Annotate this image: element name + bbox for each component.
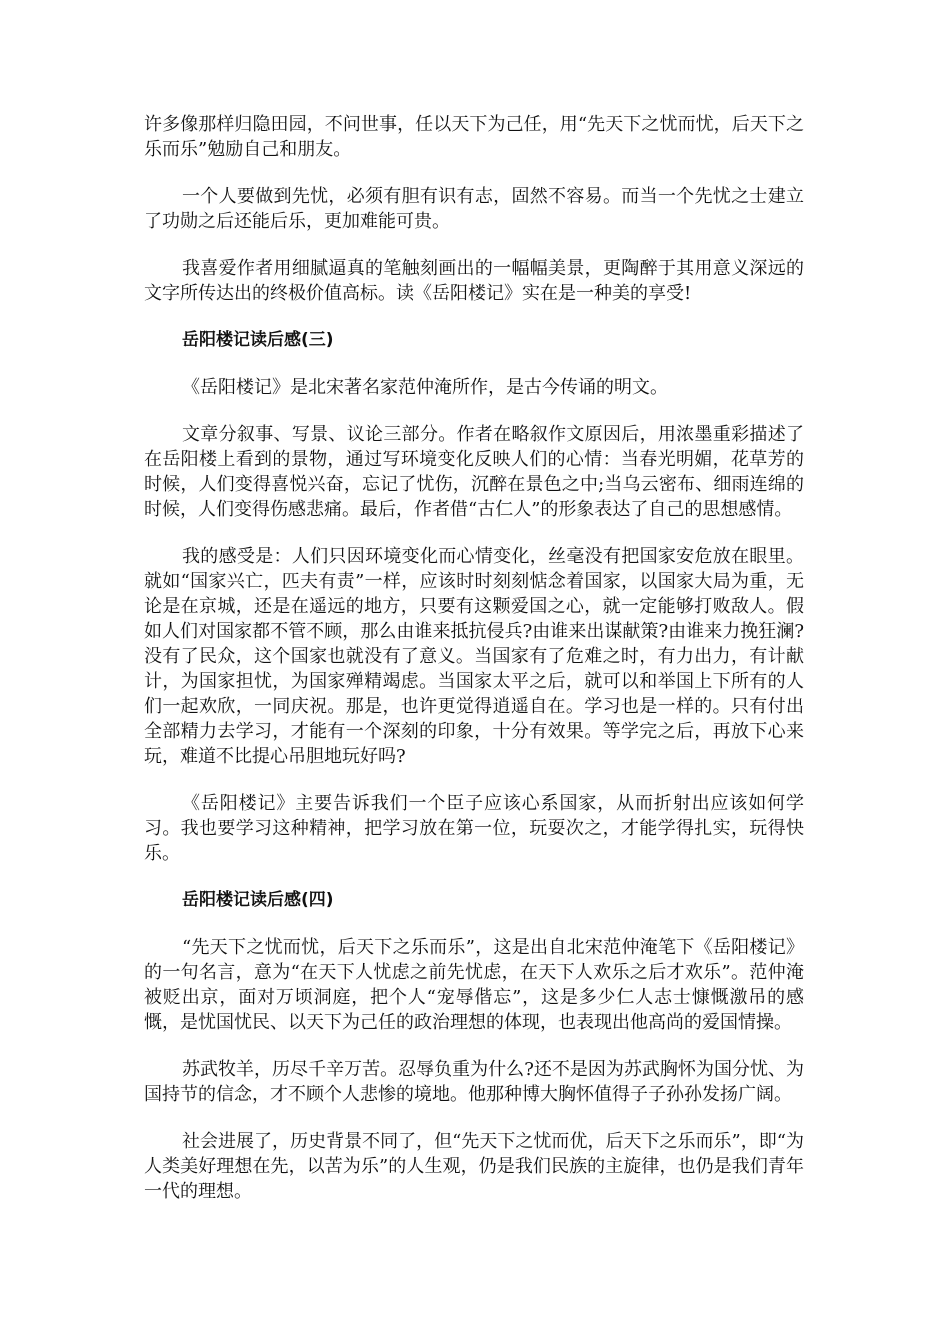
paragraph: 苏武牧羊，历尽千辛万苦。忍辱负重为什么?还不是因为苏武胸怀为国分忧、为国持节的信念，才不顾个人悲惨的境地。他那种博大胸怀值得子子孙孙发扬广阔。 [144, 1059, 804, 1105]
document-page [144, 112, 804, 1226]
section-heading: 岳阳楼记读后感(三) [182, 330, 334, 350]
paragraph: 文章分叙事、写景、议论三部分。作者在略叙作文原因后，用浓墨重彩描述了在岳阳楼上看到的景物，通过写环境变化反映人们的心情：当春光明媚，花草芳的时候，人们变得喜悦兴奋，忘记了忧伤，沉醉在景色之中;当乌云密布、细雨连绵的时候，人们变得伤感悲痛。最后，作者借“古仁人”的形象表达了自己的思想感情。 [144, 424, 804, 520]
section-heading: 岳阳楼记读后感(四) [182, 890, 334, 910]
paragraph: 《岳阳楼记》主要告诉我们一个臣子应该心系国家，从而折射出应该如何学习。我也要学习这种精神，把学习放在第一位，玩耍次之，才能学得扎实，玩得快乐。 [144, 793, 804, 864]
paragraph: 社会进展了，历史背景不同了，但“先天下之忧而优，后天下之乐而乐”，即“为人类美好理想在先，以苦为乐”的人生观，仍是我们民族的主旋律，也仍是我们青年一代的理想。 [144, 1131, 804, 1202]
paragraph: 我的感受是：人们只因环境变化而心情变化，丝毫没有把国家安危放在眼里。就如“国家兴亡，匹夫有责”一样，应该时时刻刻惦念着国家，以国家大局为重，无论是在京城，还是在遥远的地方，只要有这颗爱国之心，就一定能够打败敌人。假如人们对国家都不管不顾，那么由谁来抵抗侵兵?由谁来出谋献策?由谁来力挽狂澜?没有了民众，这个国家也就没有了意义。当国家有了危难之时，有力出力，有计献计，为国家担忧，为国家殚精竭虑。当国家太平之后，就可以和举国上下所有的人们一起欢欣，一同庆祝。那是，也许更觉得逍遥自在。学习也是一样的。只有付出全部精力去学习，才能有一个深刻的印象，十分有效果。等学完之后，再放下心来玩，难道不比提心吊胆地玩好吗? [144, 546, 804, 767]
paragraph: 《岳阳楼记》是北宋著名家范仲淹所作，是古今传诵的明文。 [182, 377, 668, 398]
paragraph: 一个人要做到先忧，必须有胆有识有志，固然不容易。而当一个先忧之士建立了功勋之后还能后乐，更加难能可贵。 [144, 186, 804, 232]
paragraph: “先天下之忧而忧，后天下之乐而乐”，这是出自北宋范仲淹笔下《岳阳楼记》的一句名言，意为“在天下人忧虑之前先忧虑，在天下人欢乐之后才欢乐”。范仲淹被贬出京，面对万顷洞庭，把个人“宠辱偕忘”，这是多少仁人志士慷慨激吊的感慨，是忧国忧民、以天下为己任的政治理想的体现，也表现出他高尚的爱国情操。 [144, 937, 804, 1033]
paragraph: 我喜爱作者用细腻逼真的笔触刻画出的一幅幅美景，更陶醉于其用意义深远的文字所传达出的终极价值高标。读《岳阳楼记》实在是一种美的享受! [144, 258, 804, 304]
paragraph: 许多像那样归隐田园，不问世事，任以天下为己任，用“先天下之忧而忧，后天下之乐而乐”勉励自己和朋友。 [144, 114, 804, 160]
